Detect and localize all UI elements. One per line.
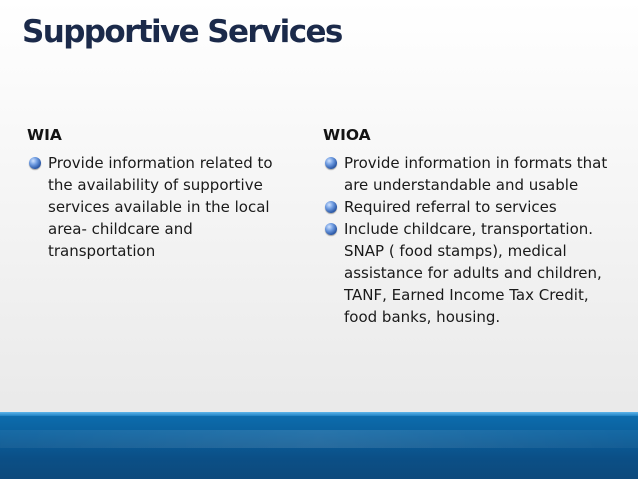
list-item [323, 152, 613, 196]
bullet-text: Provide information related to the availability of supportive services available in the local area- childcare and transportation [48, 154, 273, 260]
footer-band-stripe [0, 430, 638, 448]
footer-band-highlight [0, 412, 638, 416]
slide-title: Supportive Services [22, 14, 342, 50]
wia-column [27, 124, 295, 262]
wioa-bullet-list [323, 152, 613, 328]
bullet-text: Required referral to services [344, 198, 557, 216]
bullet-icon [325, 157, 337, 169]
wia-bullet-list [27, 152, 295, 262]
list-item [27, 152, 295, 262]
bullet-icon [29, 157, 41, 169]
bullet-icon [325, 201, 337, 213]
list-item [323, 196, 613, 218]
wioa-column [323, 124, 613, 328]
bullet-text: Include childcare, transportation. SNAP ( food stamps), medical assistance for adults and children, TANF, Earned Income Tax Credit, food banks, housing. [344, 220, 602, 326]
bullet-icon [325, 223, 337, 235]
bullet-text: Provide information in formats that are understandable and usable [344, 154, 608, 194]
list-item [323, 218, 613, 328]
wioa-heading: WIOA [323, 126, 371, 144]
wia-heading: WIA [27, 126, 62, 144]
